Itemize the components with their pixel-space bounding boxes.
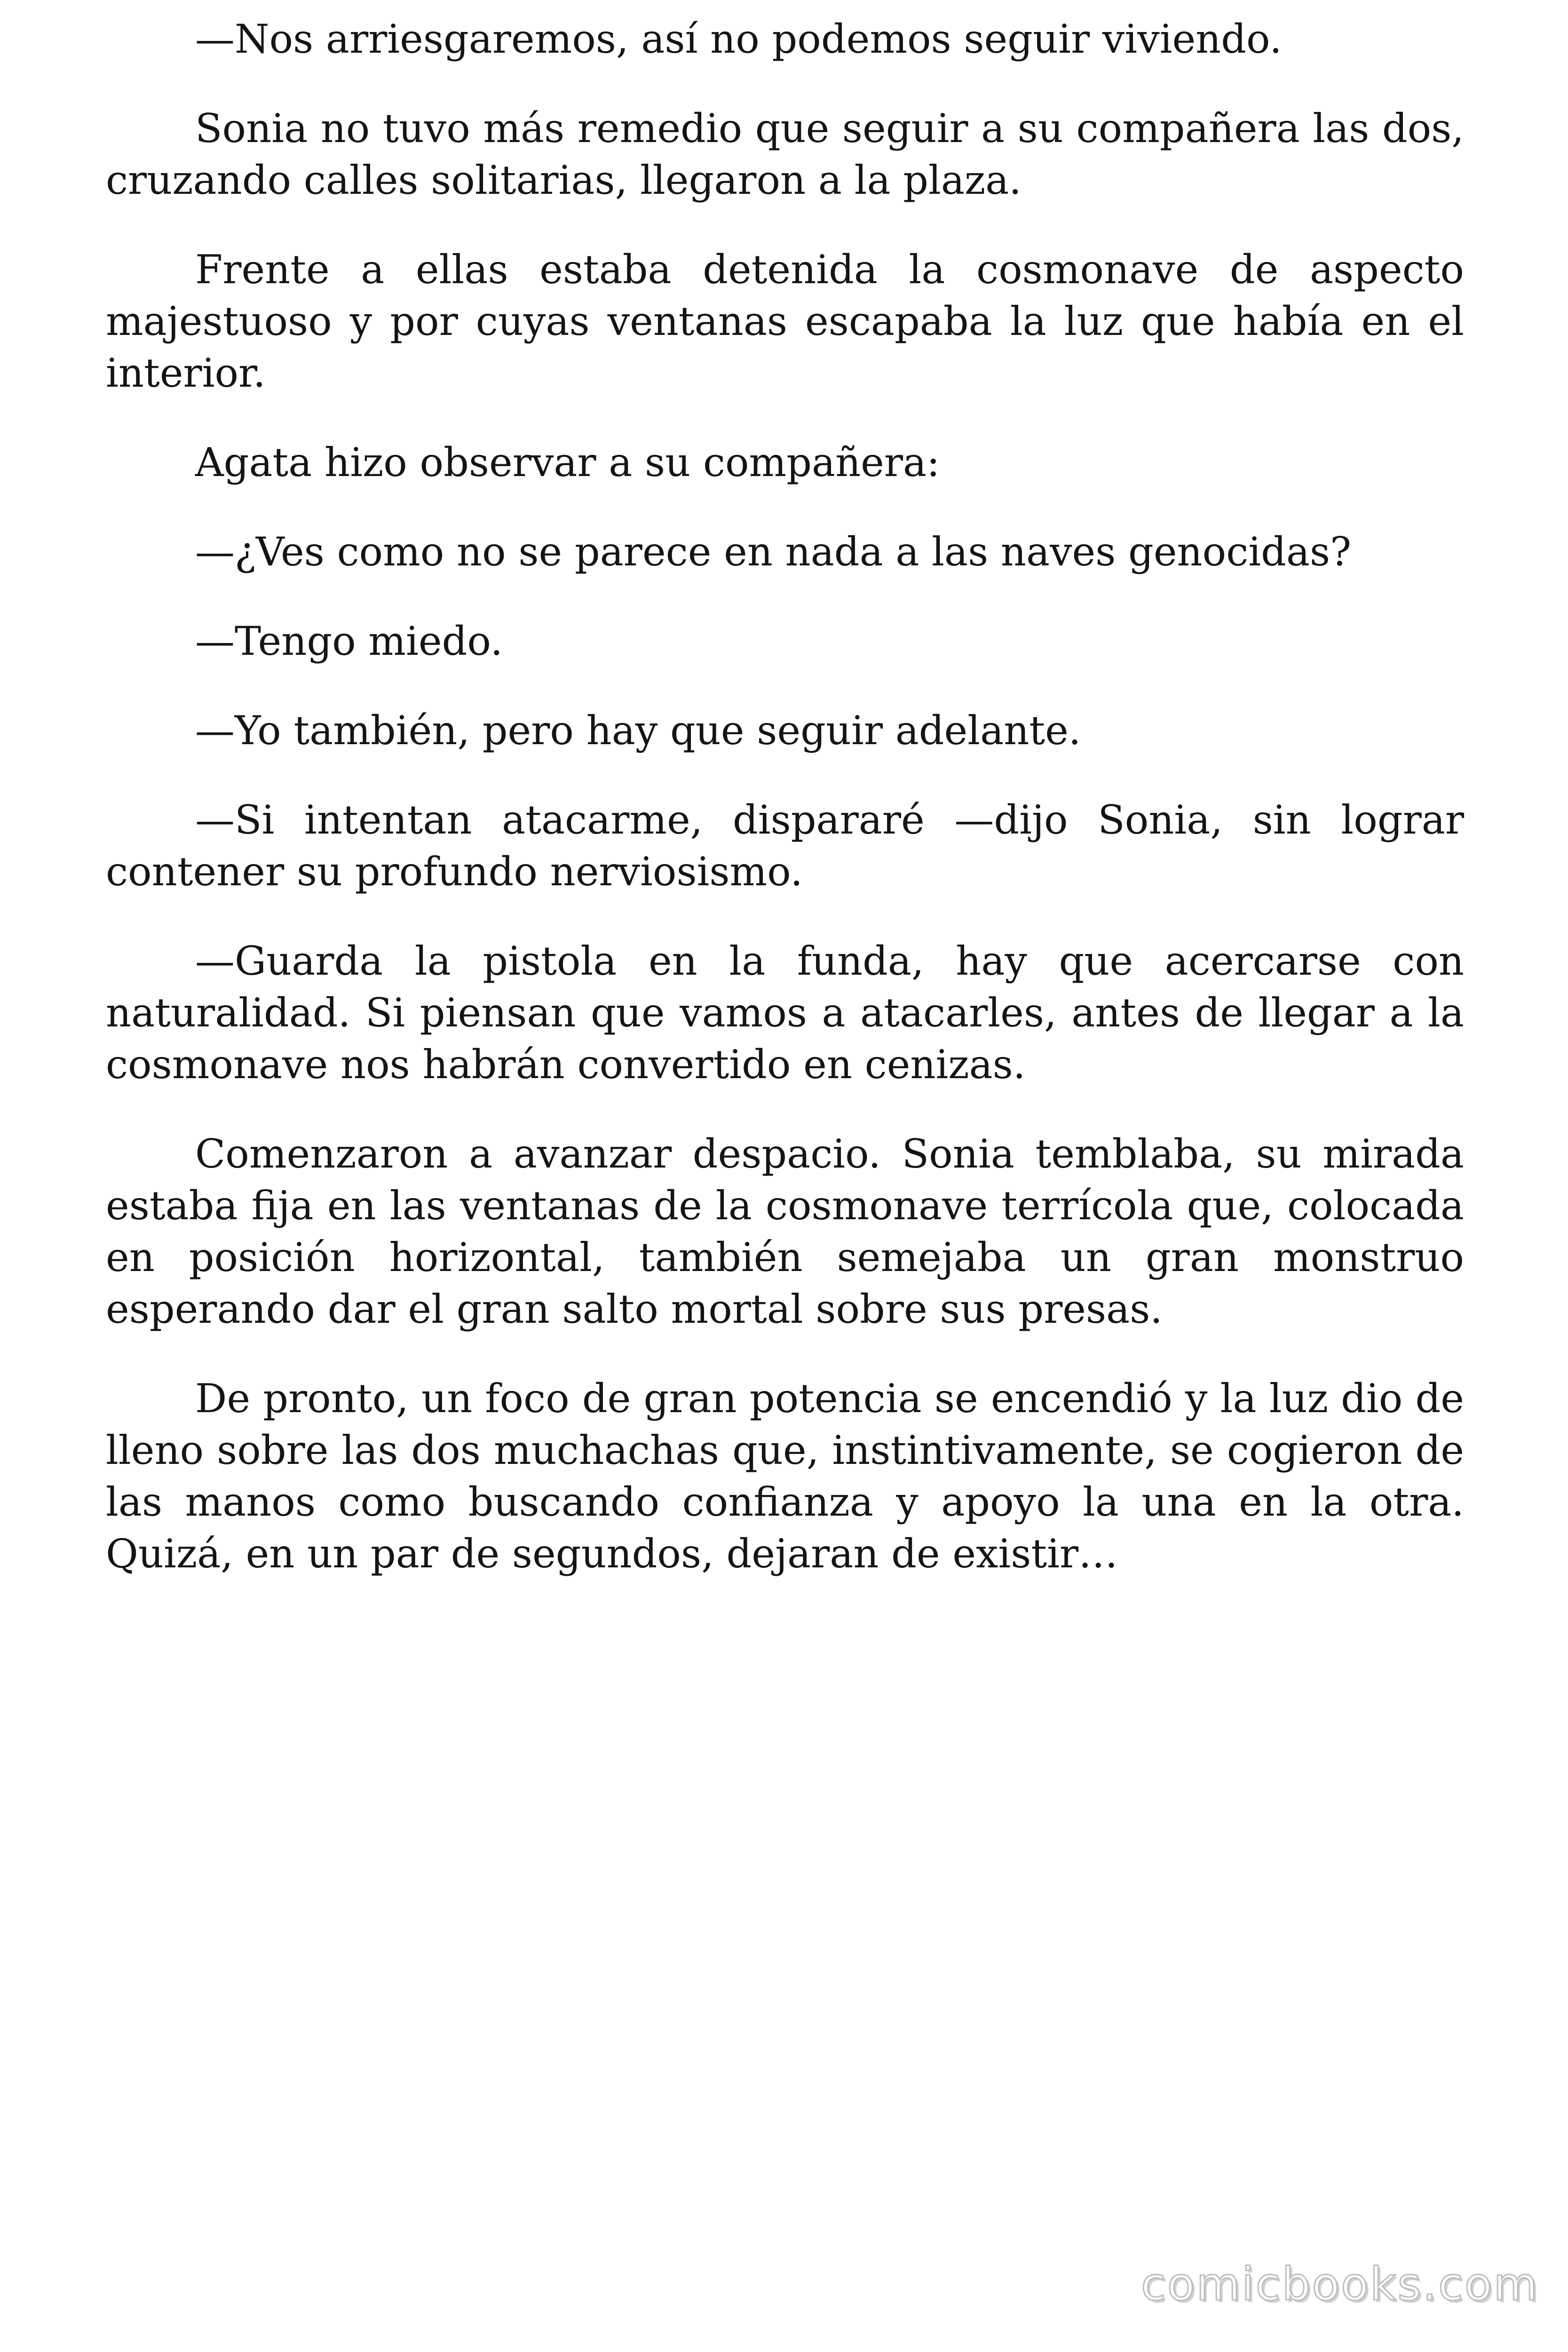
paragraph: —Si intentan atacarme, dispararé —dijo Sonia, sin lograr contener su profundo nerviosismo. (106, 797, 1464, 895)
paragraph: Agata hizo observar a su compañera: (195, 439, 940, 485)
paragraph: —Guarda la pistola en la funda, hay que acercarse con naturalidad. Si piensan que vamos a atacarles, antes de llegar a la cosmonave nos habrán convertido en cenizas. (106, 938, 1464, 1088)
paragraph: —Tengo miedo. (195, 618, 503, 664)
paragraph: —¿Ves como no se parece en nada a las naves genocidas? (195, 529, 1352, 575)
page-body-text (106, 13, 1464, 1617)
paragraph: Comenzaron a avanzar despacio. Sonia temblaba, su mirada estaba fija en las ventanas de la cosmonave terrícola que, colocada en posición horizontal, también semejaba un gran monstruo esperando dar el gran salto mortal sobre sus presas. (106, 1131, 1464, 1332)
paragraph: —Nos arriesgaremos, así no podemos seguir viviendo. (195, 16, 1282, 62)
watermark-text: comicbooks.com (1140, 2258, 1539, 2311)
paragraph: Frente a ellas estaba detenida la cosmonave de aspecto majestuoso y por cuyas ventanas escapaba la luz que había en el interior. (106, 246, 1464, 396)
paragraph: De pronto, un foco de gran potencia se encendió y la luz dio de lleno sobre las dos muchachas que, instintivamente, se cogieron de las manos como buscando confianza y apoyo la una en la otra. Quizá, en un par de segundos, dejaran de existir… (106, 1375, 1464, 1577)
paragraph: Sonia no tuvo más remedio que seguir a su compañera las dos, cruzando calles solitarias, llegaron a la plaza. (106, 105, 1464, 203)
paragraph: —Yo también, pero hay que seguir adelante. (195, 707, 1081, 754)
